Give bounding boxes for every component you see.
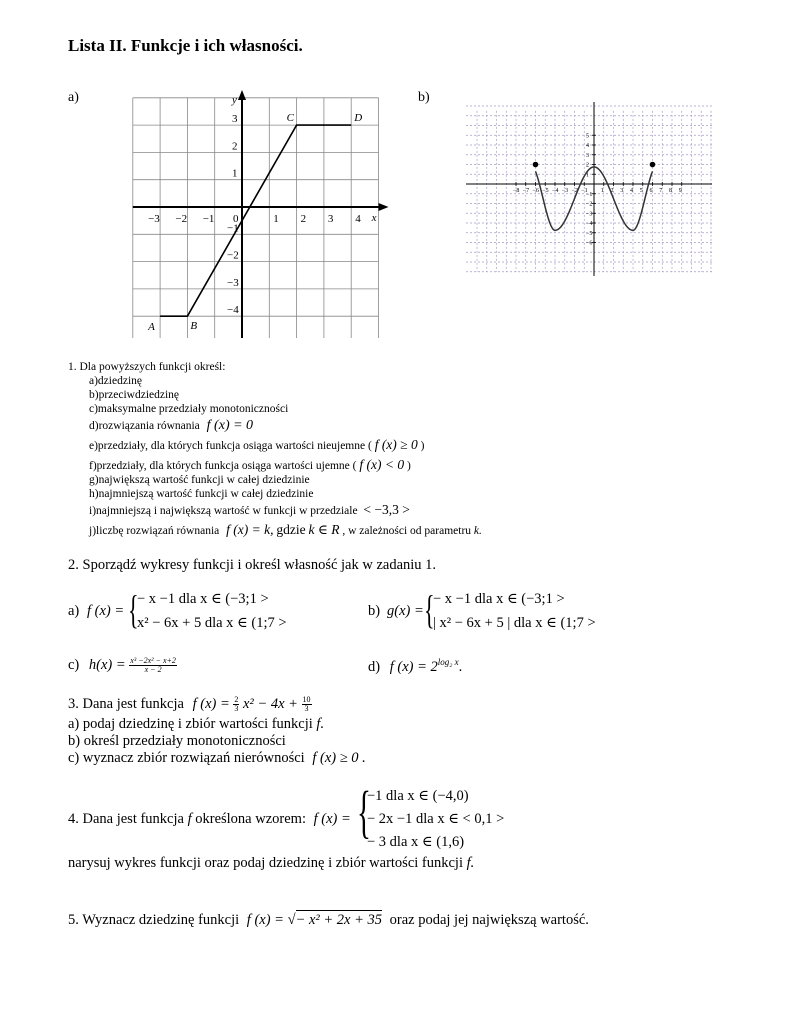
x-axis-arrow	[379, 203, 389, 211]
x-tick-label: 3	[620, 188, 624, 194]
task5-outro: oraz podaj jej największą wartość.	[389, 912, 589, 928]
task3-c: c) wyznacz zbiór rozwiązań nierówności	[68, 750, 305, 766]
x-tick-label: 8	[669, 188, 672, 194]
task1-f-math: f (x) < 0	[359, 457, 405, 472]
task2-d-dot: .	[458, 659, 463, 675]
task4-f: f	[187, 811, 192, 827]
x-tick-label: 4	[355, 213, 361, 225]
task5-sqrt: √	[287, 912, 296, 928]
x-tick-label: −1	[581, 188, 588, 194]
task5-radicand: − x² + 2x + 35	[295, 912, 382, 928]
point-label-D: D	[354, 112, 363, 125]
task2-b-label: b)	[368, 603, 381, 619]
graph-a-label: a)	[68, 90, 79, 105]
task3-intro: 3. Dana jest funkcja	[68, 696, 184, 712]
x-tick-label: −2	[571, 188, 578, 194]
task1-item-a: a)dziedzinę	[89, 375, 142, 387]
y-tick-label: −1	[586, 191, 593, 198]
task1-j-param: k.	[473, 525, 482, 537]
y-tick-label: 2	[586, 162, 589, 169]
x-tick-label: 1	[600, 188, 604, 194]
x-tick-label: 7	[659, 188, 663, 194]
task2-a-lhs: f (x) =	[87, 603, 125, 619]
task2-c-label: c)	[68, 657, 80, 673]
x-axis-label: x	[371, 212, 377, 224]
x-tick-label: −8	[513, 188, 520, 194]
function-line	[160, 125, 351, 316]
x-tick-label: −2	[175, 213, 188, 225]
x-tick-label: −1	[202, 213, 215, 225]
y-axis-arrow	[238, 90, 246, 100]
task2-a-case1: − x −1 dla x ∈ (−3;1 >	[137, 591, 269, 607]
y-tick-label: 3	[232, 113, 238, 126]
y-tick-label: −4	[227, 304, 239, 317]
task3-a-den: 3	[234, 704, 239, 714]
task3-a-num: 2	[234, 695, 239, 705]
task4-intro2: określona wzorem:	[195, 811, 306, 827]
x-tick-label: 2	[300, 213, 307, 225]
x-tick-label: −7	[522, 188, 530, 194]
task1-item-d: d)rozwiązania równania	[89, 420, 200, 432]
graph-b-label: b)	[418, 90, 430, 105]
task2-b-case2: | x² − 6x + 5 | dla x ∈ (1;7 >	[433, 615, 596, 631]
x-tick-label: 5	[639, 188, 643, 194]
task2-a-brace: {	[128, 587, 139, 632]
y-tick-label: 1	[586, 172, 589, 179]
task3-b: b) określ przedziały monotoniczności	[68, 733, 286, 749]
task5-intro: 5. Wyznacz dziedzinę funkcji	[68, 912, 240, 928]
task1-item-c: c)maksymalne przedziały monotoniczności	[89, 403, 289, 415]
task1-i-math: < −3,3 >	[363, 502, 410, 517]
x-tick-label: −3	[148, 213, 160, 225]
task3-a-f: f.	[316, 716, 325, 732]
task4-case2: − 2x −1 dla x ∈ < 0,1 >	[367, 811, 505, 827]
task4-case3: − 3 dla x ∈ (1,6)	[367, 834, 465, 850]
y-tick-label: 1	[232, 167, 238, 180]
x-tick-label: 3	[327, 213, 334, 225]
task2-c-lhs: h(x) =	[88, 657, 126, 673]
x-tick-label: 0	[233, 213, 239, 225]
task3-func-mid: x² − 4x +	[243, 696, 298, 712]
task4-outro-f: f.	[466, 855, 475, 871]
task1-item-e: e)przedziały, dla których funkcja osiąga wartości nieujemne (	[89, 440, 372, 452]
task1-j-k: k ∈ R	[308, 522, 340, 537]
task1-item-b: b)przeciwdziedzinę	[89, 389, 180, 401]
x-tick-label: 4	[630, 188, 633, 194]
task2-b-case1: − x −1 dla x ∈ (−3;1 >	[433, 591, 565, 607]
x-tick-label: −3	[561, 188, 569, 194]
task1-item-h: h)najmniejszą wartość funkcji w całej dziedzinie	[89, 488, 314, 500]
graph-b	[462, 100, 717, 278]
y-tick-label: 2	[232, 140, 238, 153]
task1-item-g: g)największą wartość funkcji w całej dziedzinie	[89, 474, 310, 486]
x-tick-label: −4	[552, 188, 559, 194]
task2-b-brace: {	[424, 587, 435, 632]
y-tick-label: −2	[586, 201, 593, 208]
task4-brace: {	[357, 779, 371, 844]
task3-func-lhs: f (x) =	[192, 696, 230, 712]
graph-a	[132, 90, 392, 345]
x-tick-label: 1	[273, 213, 279, 225]
x-tick-label: −6	[532, 188, 539, 194]
task1-e-math: f (x) ≥ 0	[374, 437, 418, 452]
y-tick-label: −5	[586, 230, 593, 237]
y-tick-label: −1	[227, 222, 239, 235]
task2-c-num: x³ −2x² − x+2	[130, 656, 176, 666]
task1-e-close: )	[420, 440, 425, 452]
task2-intro: 2. Sporządź wykresy funkcji i określ własność jak w zadaniu 1.	[68, 557, 437, 573]
task4-intro: 4. Dana jest funkcja	[68, 811, 184, 827]
task4-lhs: f (x) =	[313, 811, 351, 827]
page-title: Lista II. Funkcje i ich własności.	[68, 36, 303, 55]
task1-j-tail: , w zależności od parametru	[342, 525, 472, 537]
task4-case1: −1 dla x ∈ (−4,0)	[367, 788, 469, 804]
task1-intro: 1. Dla powyższych funkcji określ:	[68, 361, 226, 373]
y-tick-label: −6	[586, 240, 593, 247]
y-tick-label: −4	[586, 221, 593, 227]
point-label-A: A	[148, 321, 155, 334]
task2-d-label: d)	[368, 659, 381, 675]
x-tick-label: −5	[542, 188, 549, 194]
y-tick-label: 3	[586, 152, 589, 159]
task2-b-lhs: g(x) =	[387, 603, 424, 619]
task2-a-label: a)	[68, 603, 80, 619]
task3-c-num: 10	[302, 695, 311, 705]
task2-c-den: x − 2	[144, 665, 162, 675]
endpoint-2	[650, 162, 656, 168]
point-label-B: B	[190, 320, 198, 333]
task1-j-math: f (x) = k,	[226, 522, 274, 537]
task3-a: a) podaj dziedzinę i zbiór wartości funkcji	[68, 716, 313, 732]
task3-c-math: f (x) ≥ 0 .	[312, 750, 366, 766]
task1-f-close: )	[406, 460, 411, 472]
task1-item-i: i)najmniejszą i największą wartość w funkcji w przedziale	[89, 505, 358, 517]
task2-d-exp: log₂ x	[437, 657, 459, 667]
task1-item-j: j)liczbę rozwiązań równania	[89, 525, 220, 537]
task2-a-case2: x² − 6x + 5 dla x ∈ (1;7 >	[137, 615, 287, 631]
task4-outro: narysuj wykres funkcji oraz podaj dziedzinę i zbiór wartości funkcji	[68, 855, 463, 871]
y-tick-label: 5	[586, 133, 589, 140]
task1-j-gdzie: gdzie	[276, 522, 306, 537]
task1-d-math: f (x) = 0	[206, 418, 254, 433]
y-tick-label: −3	[586, 211, 593, 218]
x-tick-label: 2	[610, 188, 614, 194]
task2-d-lhs: f (x) = 2	[389, 659, 438, 675]
task1-item-f: f)przedziały, dla których funkcja osiąga wartości ujemne (	[89, 460, 357, 472]
point-label-C: C	[286, 112, 294, 125]
task5-lhs: f (x) =	[246, 912, 284, 928]
x-tick-label: 9	[678, 188, 682, 194]
endpoint-1	[533, 162, 539, 168]
y-tick-label: −3	[227, 276, 239, 289]
y-tick-label: 4	[586, 143, 589, 149]
y-axis-label: y	[232, 94, 237, 106]
x-tick-label: 6	[649, 188, 653, 194]
y-tick-label: −2	[227, 249, 239, 262]
task3-c-den: 3	[304, 704, 309, 714]
